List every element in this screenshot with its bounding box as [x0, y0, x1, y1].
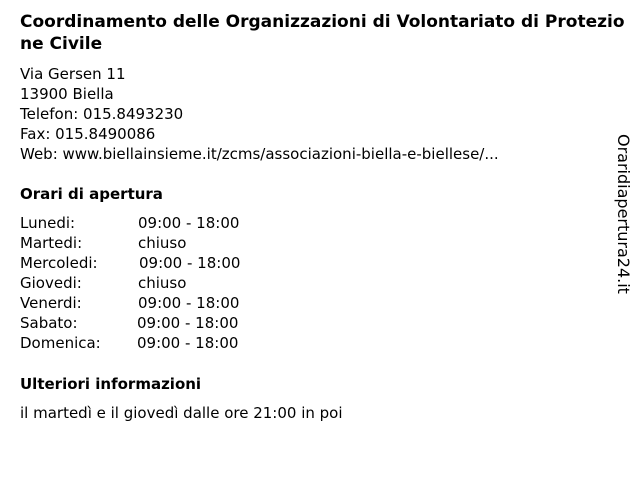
- day-label: Lunedi:: [20, 214, 76, 232]
- phone-number: Telefon: 015.8493230: [20, 105, 184, 123]
- day-label: Mercoledi:: [20, 254, 98, 272]
- day-hours: chiuso: [138, 234, 187, 252]
- day-label: Sabato:: [20, 314, 78, 332]
- hours-row-tuesday: [20, 233, 320, 253]
- day-hours: 09:00 - 18:00: [137, 334, 239, 352]
- page-title: Coordinamento delle Organizzazioni di Volontariato di Protezione Civile: [20, 12, 625, 54]
- fax-number: Fax: 015.8490086: [20, 125, 156, 143]
- street-address: Via Gersen 11: [20, 65, 126, 83]
- site-watermark: Oraridiapertura24.it: [614, 134, 633, 294]
- day-hours: 09:00 - 18:00: [139, 254, 241, 272]
- hours-row-friday: [20, 293, 320, 313]
- city-address: 13900 Biella: [20, 85, 114, 103]
- hours-row-monday: [20, 213, 320, 233]
- hours-row-saturday: [20, 313, 320, 333]
- day-hours: chiuso: [138, 274, 187, 292]
- day-label: Martedi:: [20, 234, 83, 252]
- hours-row-sunday: [20, 333, 320, 353]
- day-hours: 09:00 - 18:00: [138, 294, 240, 312]
- address-block: [20, 64, 499, 164]
- more-info-text: il martedì e il giovedì dalle ore 21:00 in poi: [20, 404, 343, 422]
- day-label: Venerdi:: [20, 294, 82, 312]
- opening-hours-heading: Orari di apertura: [20, 185, 163, 203]
- more-info-heading: Ulteriori informazioni: [20, 375, 202, 393]
- website-link[interactable]: Web: www.biellainsieme.it/zcms/associazioni-biella-e-biellese/...: [20, 145, 499, 163]
- day-hours: 09:00 - 18:00: [137, 314, 239, 332]
- day-hours: 09:00 - 18:00: [138, 214, 240, 232]
- day-label: Giovedi:: [20, 274, 82, 292]
- opening-hours-table: [20, 213, 320, 353]
- hours-row-wednesday: [20, 253, 320, 273]
- hours-row-thursday: [20, 273, 320, 293]
- day-label: Domenica:: [20, 334, 101, 352]
